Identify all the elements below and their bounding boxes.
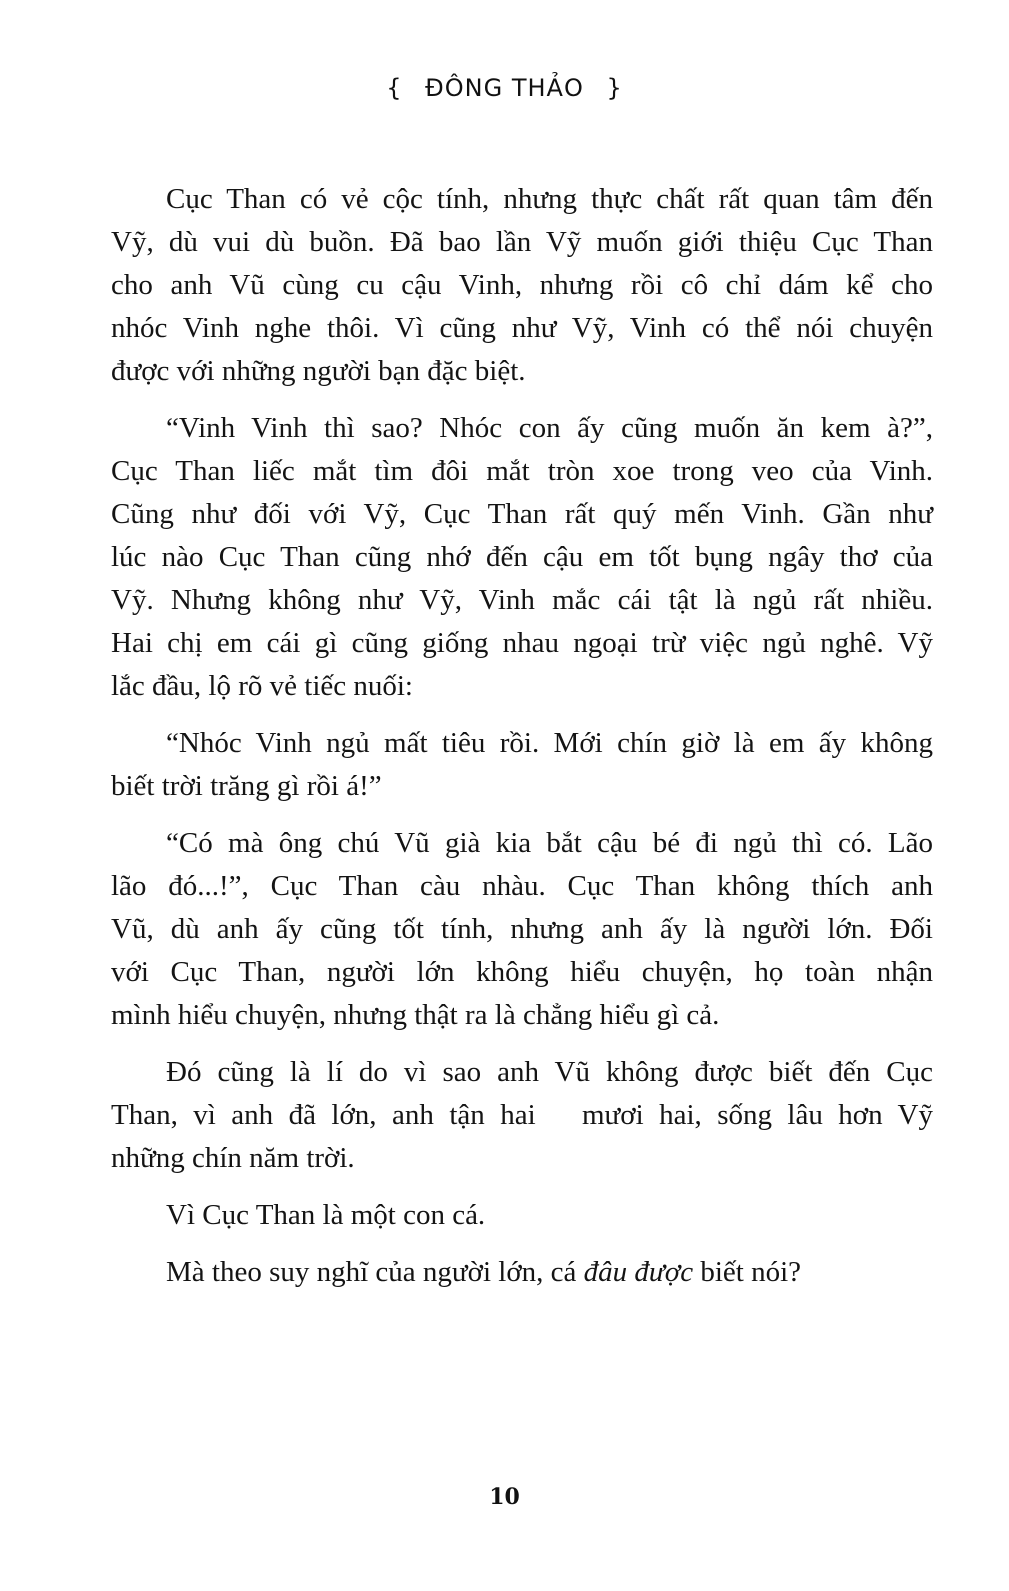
page-number: 10 (489, 1484, 520, 1510)
paragraph (111, 722, 933, 808)
paragraph (111, 1051, 933, 1180)
text-line: lắc đầu, lộ rõ vẻ tiếc nuối: (111, 670, 413, 702)
text-run: biết nói? (693, 1256, 802, 1288)
text-line: cho anh Vũ cùng cu cậu Vinh, nhưng rồi cô chỉ dám kể cho (111, 269, 933, 301)
text-line: Vỹ, dù vui dù buồn. Đã bao lần Vỹ muốn giới thiệu Cục Than (111, 226, 933, 258)
text-line: những chín năm trời. (111, 1142, 355, 1174)
text-line: Hai chị em cái gì cũng giống nhau ngoại trừ việc ngủ nghê. Vỹ (111, 627, 933, 659)
text-line: “Nhóc Vinh ngủ mất tiêu rồi. Mới chín giờ là em ấy không (166, 727, 933, 759)
text-line: Cục Than liếc mắt tìm đôi mắt tròn xoe trong veo của Vinh. (111, 455, 933, 487)
paragraph (111, 407, 933, 708)
text-line: Cũng như đối với Vỹ, Cục Than rất quý mến Vinh. Gần như (111, 498, 933, 530)
text-line: nhóc Vinh nghe thôi. Vì cũng như Vỹ, Vinh có thể nói chuyện (111, 312, 933, 344)
text-line (111, 1251, 933, 1294)
text-line: được với những người bạn đặc biệt. (111, 355, 526, 387)
header-brace-right: } (606, 74, 623, 102)
paragraph (111, 1194, 933, 1237)
text-line: biết trời trăng gì rồi á!” (111, 770, 382, 802)
text-line: Đó cũng là lí do vì sao anh Vũ không được biết đến Cục (166, 1056, 933, 1088)
text-line: lúc nào Cục Than cũng nhớ đến cậu em tốt bụng ngây thơ của (111, 541, 933, 573)
text-line: lão đó...!”, Cục Than càu nhàu. Cục Than không thích anh (111, 870, 933, 902)
header-brace-left: { (386, 74, 403, 102)
italic-emphasis: đâu được (583, 1256, 694, 1288)
text-line: mình hiểu chuyện, nhưng thật ra là chẳng hiểu gì cả. (111, 999, 720, 1031)
text-line: Vì Cục Than là một con cá. (166, 1199, 486, 1231)
running-header (0, 74, 1009, 102)
paragraph (111, 1251, 933, 1294)
text-line: với Cục Than, người lớn không hiểu chuyện, họ toàn nhận (111, 956, 933, 988)
text-line: Cục Than có vẻ cộc tính, nhưng thực chất rất quan tâm đến (166, 183, 933, 215)
paragraph (111, 178, 933, 393)
text-line: “Vinh Vinh thì sao? Nhóc con ấy cũng muốn ăn kem à?”, (166, 412, 933, 444)
text-line: Vũ, dù anh ấy cũng tốt tính, nhưng anh ấy là người lớn. Đối (111, 913, 933, 945)
body-text (111, 178, 933, 1294)
text-run: Mà theo suy nghĩ của người lớn, cá (166, 1256, 584, 1288)
text-line: Vỹ. Nhưng không như Vỹ, Vinh mắc cái tật là ngủ rất nhiều. (111, 584, 933, 616)
header-author: ĐÔNG THẢO (425, 74, 584, 102)
text-line: “Có mà ông chú Vũ già kia bắt cậu bé đi ngủ thì có. Lão (166, 827, 933, 859)
paragraph (111, 822, 933, 1037)
text-line: Than, vì anh đã lớn, anh tận hai mươi hai, sống lâu hơn Vỹ (111, 1099, 933, 1131)
